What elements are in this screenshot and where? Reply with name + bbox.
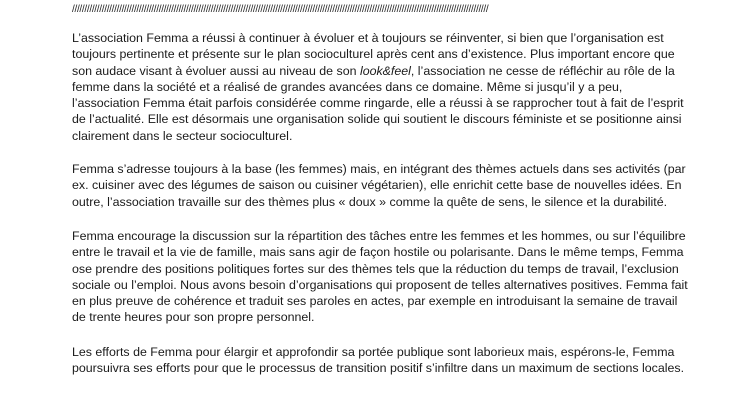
paragraph-3: Femma encourage la discussion sur la répartition des tâches entre les femmes et les hommes, ou sur l’équilibre entre le travail et la vie de famille, mais sans agir de façon hostile ou polarisante. Dans le même temps, Femma ose prendre des positions politiques fortes sur des thèmes tels que la réduction du temps de travail, l’exclusion sociale ou l’emploi. Nous avons besoin d’organisations qui proposent de telles alternatives positives. Femma fait en plus preuve de cohérence et traduit ses paroles en actes, par exemple en introduisant la semaine de travail de trente heures pour son propre personnel. xyxy=(72,228,688,325)
document-page xyxy=(72,4,692,394)
separator-line: //////////////////////////////////////////////////////////////////////////////////////////////////////////////////////////////////////////////////////////////////////// xyxy=(72,4,489,15)
paragraph-1-text-end: , l’association ne cesse de réfléchir au rôle de la femme dans la société et a réalisé de grandes avancées dans ce domaine. Même si jusqu’il y a peu, l’association Femma était parfois considérée comme ringarde, elle a réussi à se rapprocher tout à fait de l’esprit de l’actualité. Elle est désormais une organisation solide qui soutient le discours féministe et se positionne ainsi clairement dans le secteur socioculturel. xyxy=(72,63,684,143)
paragraph-1-text-start: L’association Femma a réussi à continuer à évoluer et à toujours se réinventer, si bien que l’organisation est toujours pertinente et présente sur le plan socioculturel après cent ans d’existence. Plus important encore que son audace visant à évoluer aussi au niveau de son xyxy=(72,31,675,78)
paragraph-2: Femma s’adresse toujours à la base (les femmes) mais, en intégrant des thèmes actuels dans ses activités (par ex. cuisiner avec des légumes de saison ou cuisiner végétarien), elle enrichit cette base de nouvelles idées. En outre, l’association travaille sur des thèmes plus « doux » comme la quête de sens, le silence et la durabilité. xyxy=(72,162,686,209)
paragraph-1 xyxy=(72,30,692,144)
paragraph-4: Les efforts de Femma pour élargir et approfondir sa portée publique sont laborieux mais, espérons-le, Femma poursuivra ses efforts pour que le processus de transition positif s’infiltre dans un maximum de sections locales. xyxy=(72,344,685,376)
paragraph-1-emphasis: look&feel xyxy=(359,63,411,78)
